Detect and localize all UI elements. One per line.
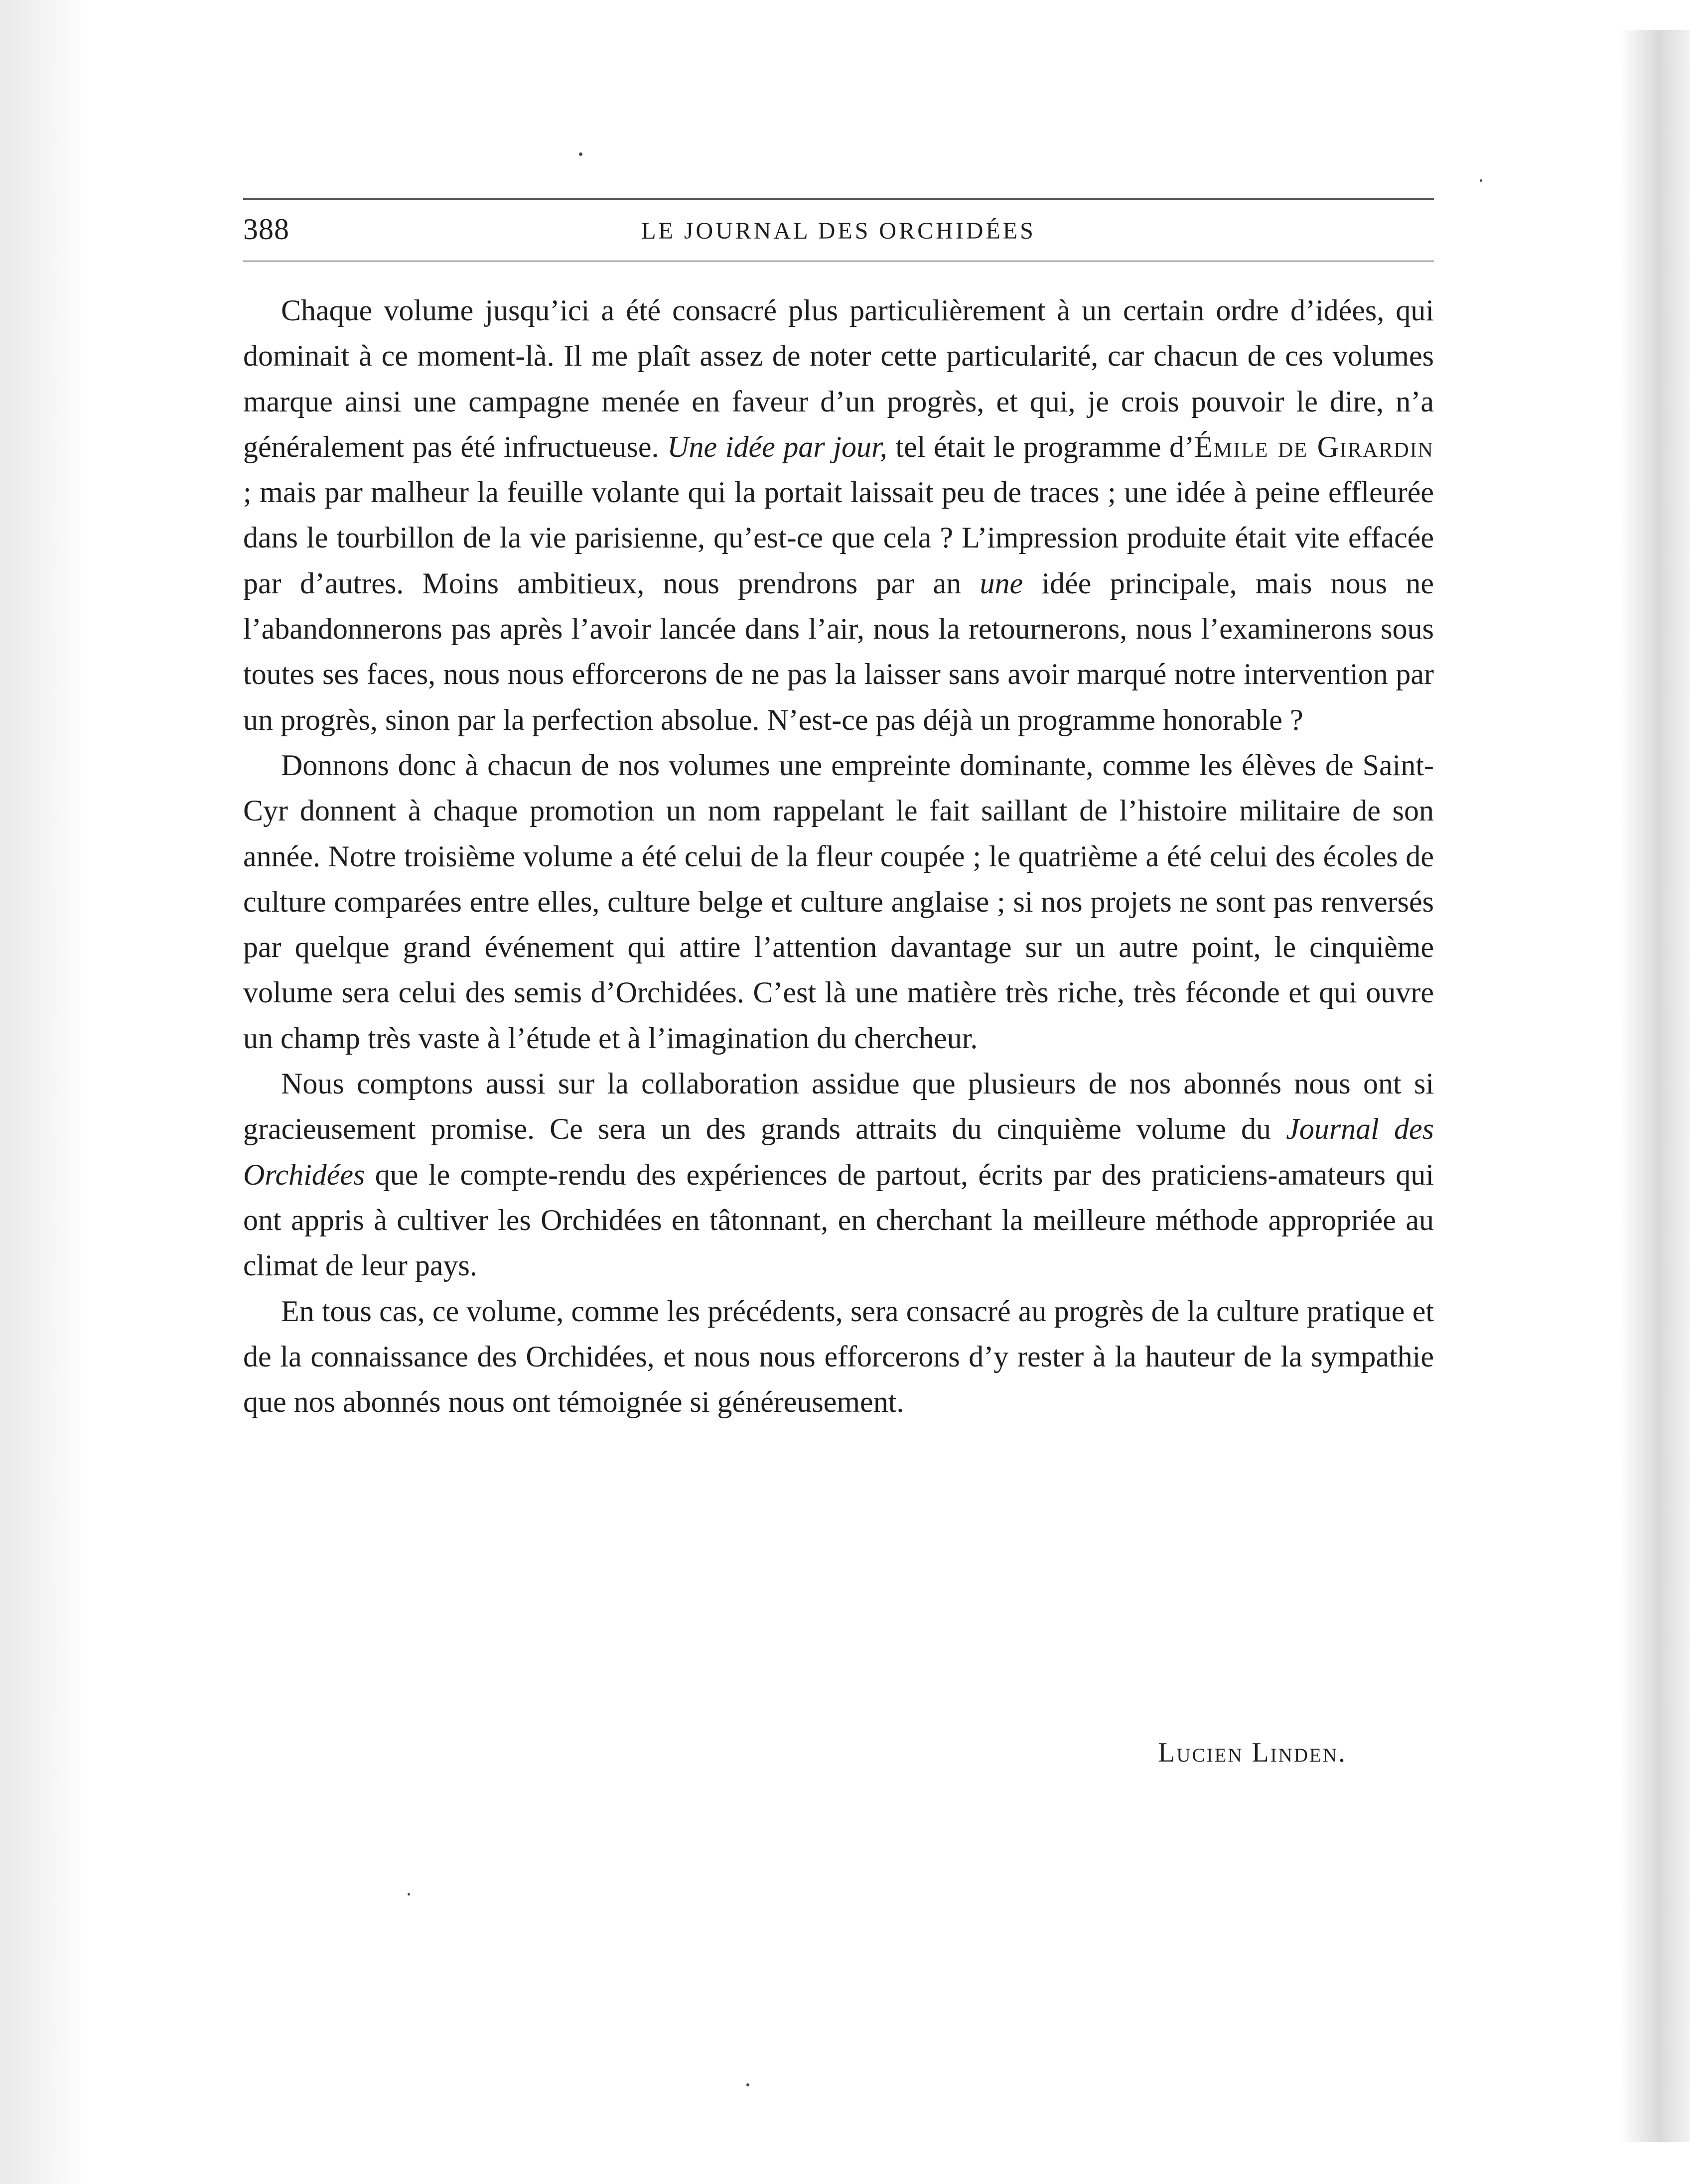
page-gutter-shadow xyxy=(1620,30,1690,2142)
paragraph-2: Donnons donc à chacun de nos volumes une empreinte dominante, comme les élèves de Saint-Cyr donnent à chaque promotion un nom rappelant le fait saillant de l’histoire militaire de son année. Notre troisième volume a été celui de la fleur coupée ; le quatrième a été celui des écoles de culture comparées entre elles, culture belge et culture anglaise ; si nos projets ne sont pas renversés par quelque grand événement qui attire l’attention davantage sur un autre point, le cinquième volume sera celui des semis d’Orchidées. C’est là une matière très riche, très féconde et qui ouvre un champ très vaste à l’étude et à l’imagination du chercheur. xyxy=(243,748,1434,1055)
paragraph-1: Chaque volume jusqu’ici a été consacré plus particulièrement à un certain ordre d’idées, qui dominait à ce moment-là. Il me plaît assez de noter cette particularité, car chacun de ces volumes marque ainsi une campagne menée en faveur d’un progrès, et qui, je crois pouvoir le dire, n’a généralement pas été infructueuse. Une idée par jour, tel était le programme d’Émile de Girardin ; mais par malheur la feuille volante qui la portait laissait peu de traces ; une idée à peine effleurée dans le tourbillon de la vie parisienne, qu’est-ce que cela ? L’impression produite était vite effacée par d’autres. Moins ambitieux, nous prendrons par an une idée principale, mais nous ne l’abandonnerons pas après l’avoir lancée dans l’air, nous la retournerons, nous l’examinerons sous toutes ses faces, nous nous efforcerons de ne pas la laisser sans avoir marqué notre intervention par un progrès, sinon par la perfection absolue. N’est-ce pas déjà un programme honorable ? xyxy=(243,294,1434,736)
author-name-smallcaps: Émile de Girardin xyxy=(1194,430,1434,463)
paper-speck xyxy=(746,2083,749,2086)
page-number: 388 xyxy=(243,213,289,246)
italic-word: une xyxy=(980,566,1023,600)
paper-speck xyxy=(579,152,582,156)
paper-speck xyxy=(408,1893,410,1896)
page-shadow-left xyxy=(0,0,90,2184)
signature: Lucien Linden. xyxy=(1158,1737,1347,1768)
running-title: LE JOURNAL DES ORCHIDÉES xyxy=(641,218,1036,244)
italic-phrase: Une idée par jour, xyxy=(667,430,887,463)
paper-speck xyxy=(1480,179,1482,182)
header-rule-bottom xyxy=(243,261,1434,262)
header-rule-top xyxy=(243,198,1434,200)
paragraph-3: Nous comptons aussi sur la collaboration assidue que plusieurs de nos abonnés nous ont si gracieusement promise. Ce sera un des grands attraits du cinquième volume du Journal des Orchidées que le compte-rendu des expériences de partout, écrits par des praticiens-amateurs qui ont appris à cultiver les Orchidées en tâtonnant, en cherchant la meilleure méthode appropriée au climat de leur pays. xyxy=(243,1067,1434,1282)
journal-title-italic: Journal des Orchidées xyxy=(243,1112,1434,1191)
paragraph-4: En tous cas, ce volume, comme les précédents, sera consacré au progrès de la culture pratique et de la connaissance des Orchidées, et nous nous efforcerons d’y rester à la hauteur de la sympathie que nos abonnés nous ont témoignée si généreusement. xyxy=(243,1294,1434,1419)
article-body xyxy=(243,288,1434,1425)
